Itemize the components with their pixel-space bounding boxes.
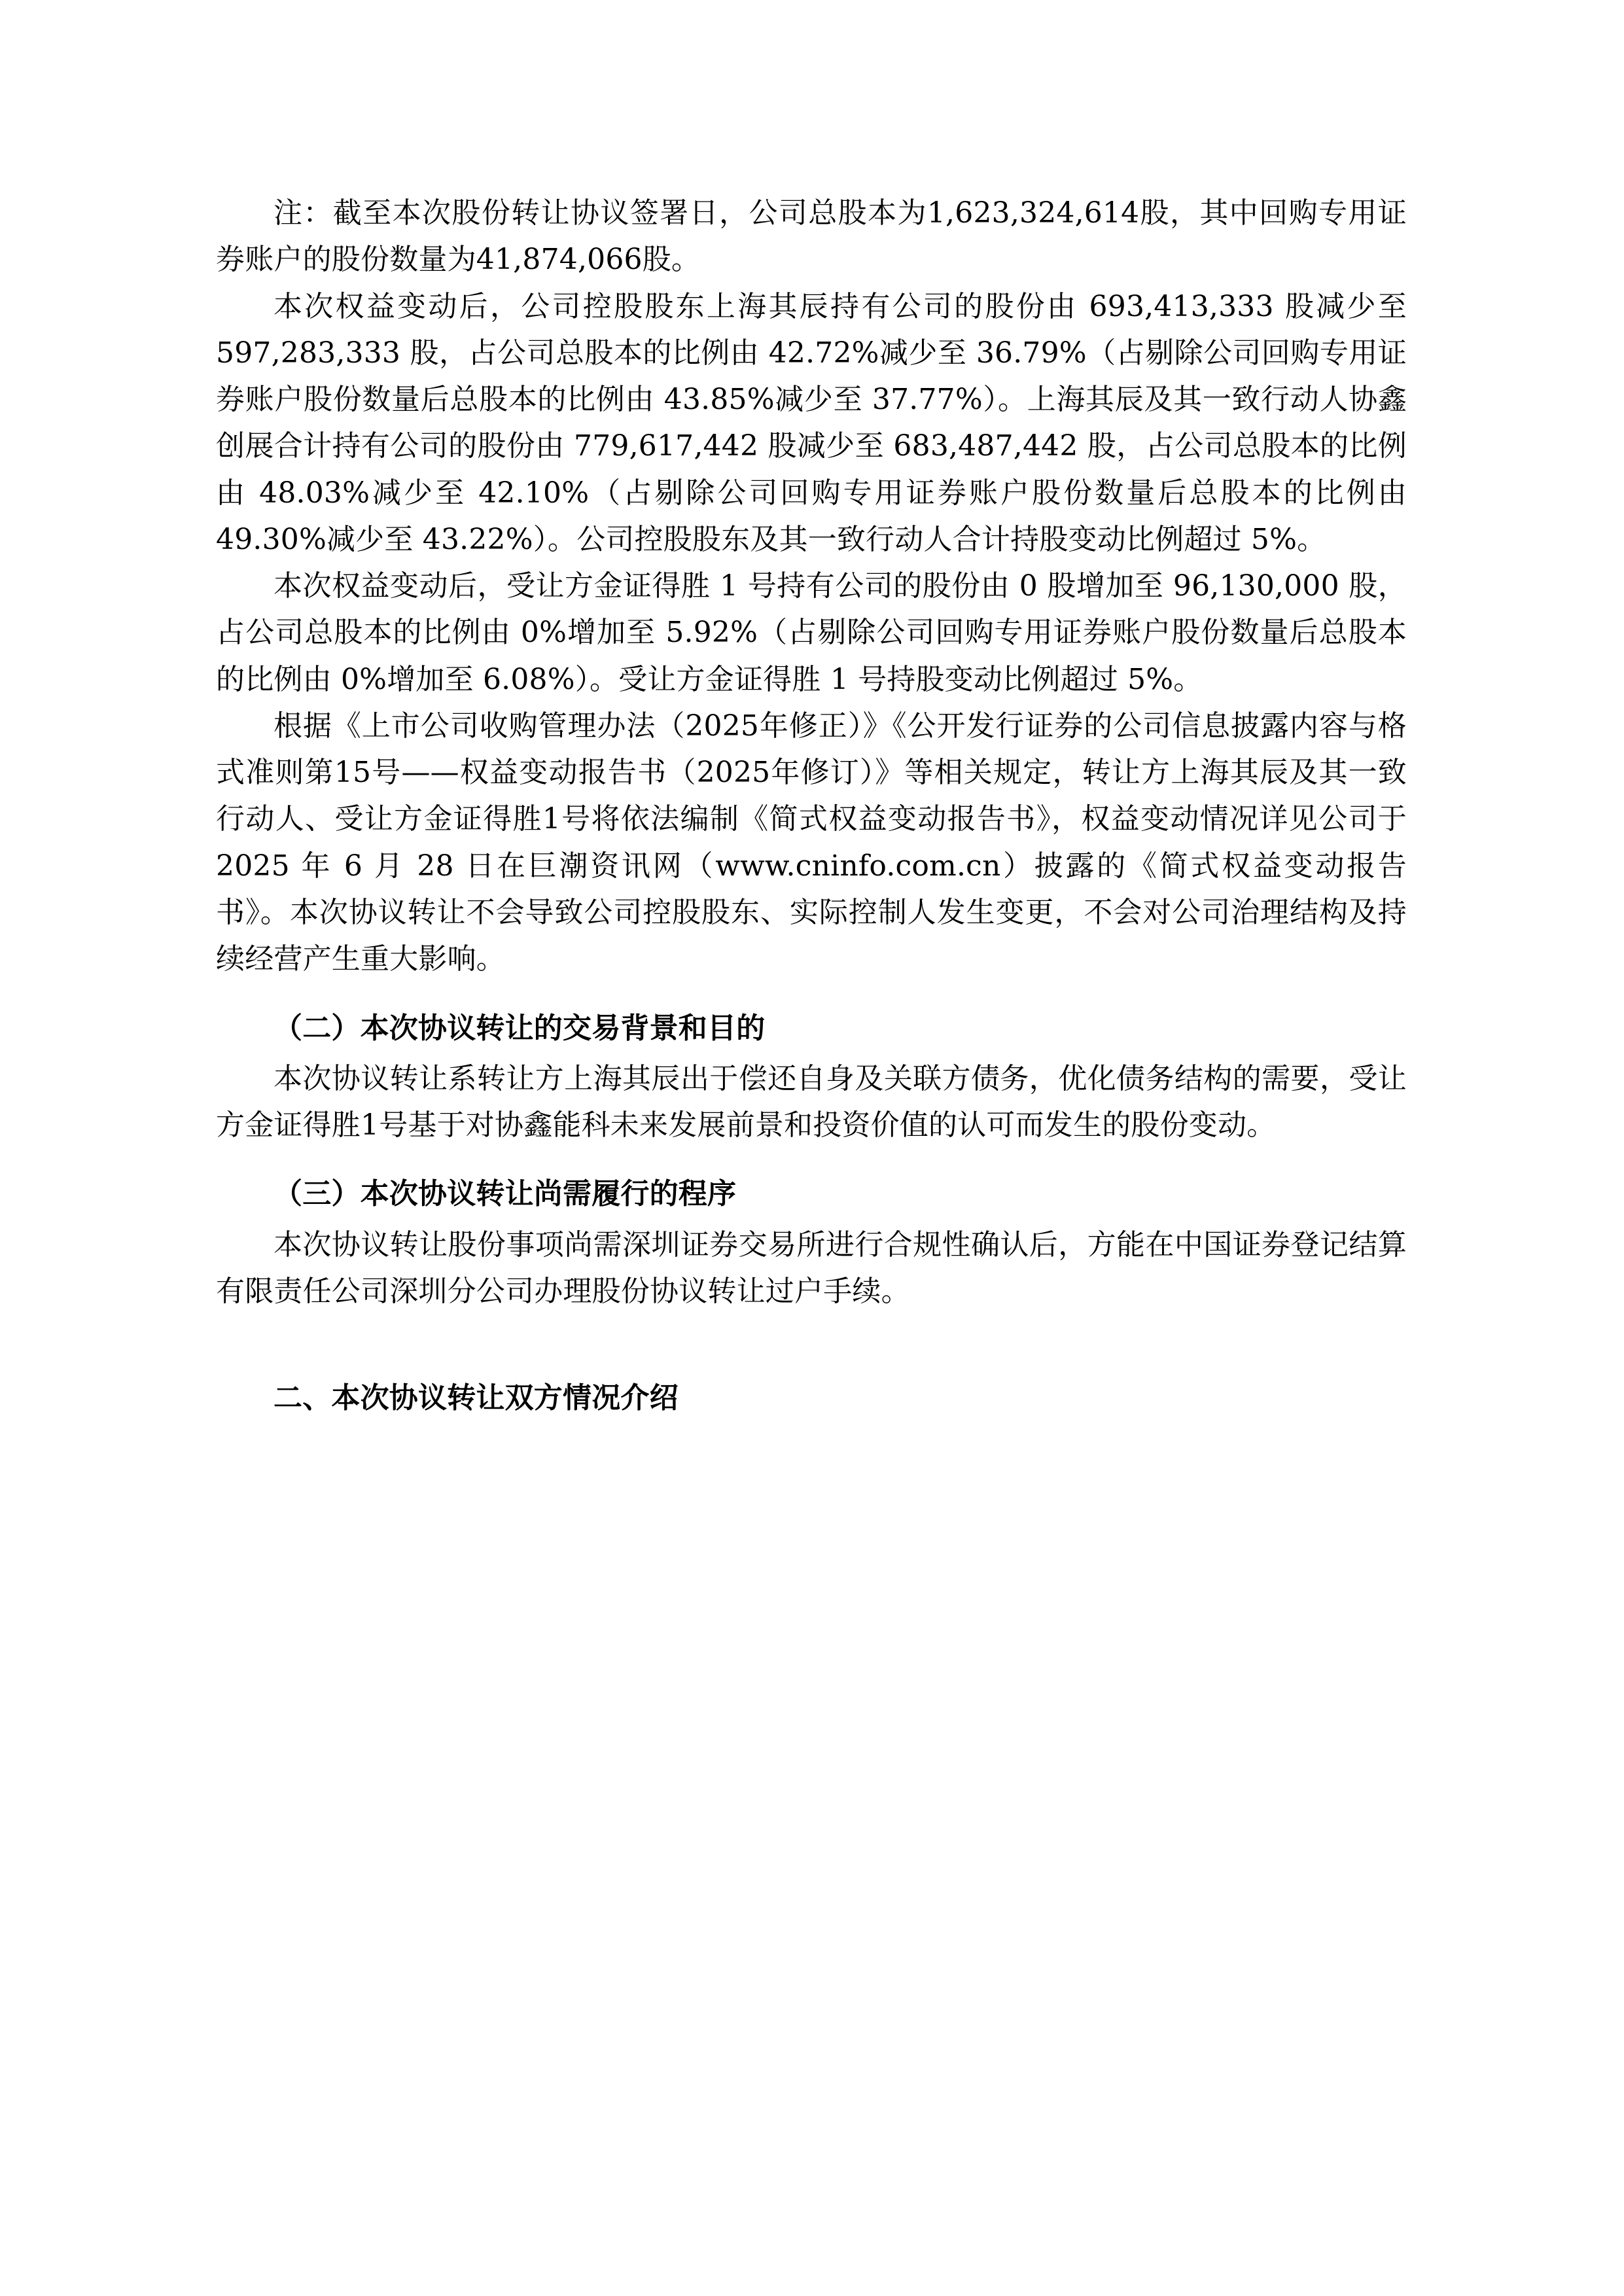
paragraph-regulatory-basis: 根据《上市公司收购管理办法（2025年修正）》《公开发行证券的公司信息披露内容与格式准则第15号——权益变动报告书（2025年修订）》等相关规定，转让方上海其辰及其一致行动人、受让方金证得胜1号将依法编制《简式权益变动报告书》，权益变动情况详见公司于 2025 年 6 月 28 日在巨潮资讯网（www.cninfo.com.cn）披露的《简式权益变动报告书》。本次协议转让不会导致公司控股股东、实际控制人发生变更，不会对公司治理结构及持续经营产生重大影响。 xyxy=(216,709,1407,976)
paragraph-transaction-background: 本次协议转让系转让方上海其辰出于偿还自身及关联方债务，优化债务结构的需要，受让方金证得胜1号基于对协鑫能科未来发展前景和投资价值的认可而发生的股份变动。 xyxy=(216,1061,1407,1142)
paragraph-equity-change-transferee: 本次权益变动后，受让方金证得胜 1 号持有公司的股份由 0 股增加至 96,130,000 股，占公司总股本的比例由 0%增加至 5.92%（占剔除公司回购专用证券账户股份数量后总股本的比例由 0%增加至 6.08%）。受让方金证得胜 1 号持股变动比例超过 5%。 xyxy=(216,569,1407,696)
note-paragraph: 注：截至本次股份转让协议签署日，公司总股本为1,623,324,614股，其中回购专用证券账户的股份数量为41,874,066股。 xyxy=(216,196,1407,277)
page-content xyxy=(216,190,1407,1421)
paragraph-equity-change-controlling-shareholder: 本次权益变动后，公司控股股东上海其辰持有公司的股份由 693,413,333 股减少至 597,283,333 股，占公司总股本的比例由 42.72%减少至 36.79%（占剔除公司回购专用证券账户股份数量后总股本的比例由 43.85%减少至 37.77%）。上海其辰及其一致行动人协鑫创展合计持有公司的股份由 779,617,442 股减少至 683,487,442 股，占公司总股本的比例由 48.03%减少至 42.10%（占剔除公司回购专用证券账户股份数量后总股本的比例由 49.30%减少至 43.22%）。公司控股股东及其一致行动人合计持股变动比例超过 5%。 xyxy=(216,289,1407,556)
heading-transaction-background: （二）本次协议转让的交易背景和目的 xyxy=(274,1011,766,1045)
paragraph-pending-procedures: 本次协议转让股份事项尚需深圳证券交易所进行合规性确认后，方能在中国证券登记结算有限责任公司深圳分公司办理股份协议转让过户手续。 xyxy=(216,1227,1407,1308)
heading-pending-procedures: （三）本次协议转让尚需履行的程序 xyxy=(274,1177,737,1211)
heading-parties-introduction: 二、本次协议转让双方情况介绍 xyxy=(274,1381,679,1415)
